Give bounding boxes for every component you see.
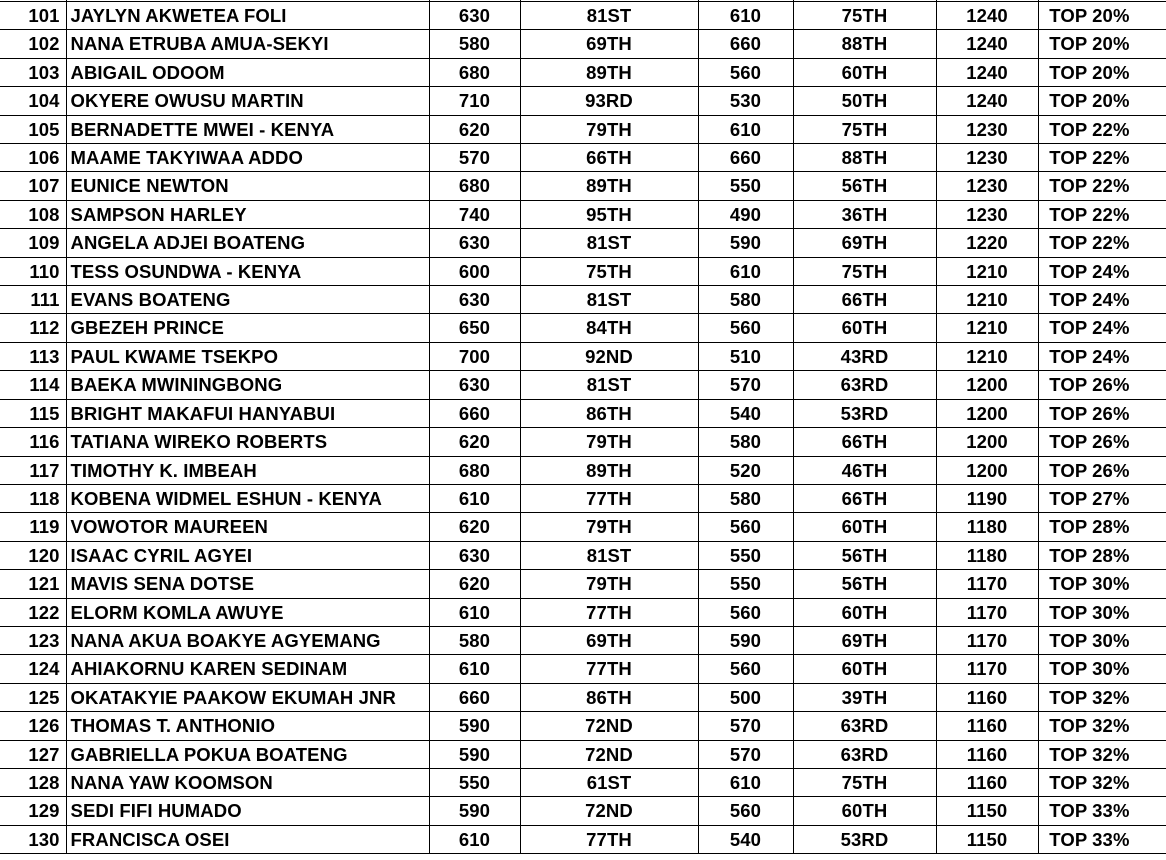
row-number: 102 — [0, 30, 66, 58]
table-row — [0, 144, 1166, 172]
top-percent: TOP 20% — [1038, 30, 1166, 58]
top-percent: TOP 24% — [1038, 314, 1166, 342]
student-name: OKYERE OWUSU MARTIN — [66, 87, 429, 115]
section2-score: 660 — [698, 30, 793, 58]
total-score: 1170 — [936, 570, 1038, 598]
section1-percentile: 93RD — [520, 87, 698, 115]
section1-score: 610 — [429, 825, 520, 853]
section1-score: 610 — [429, 484, 520, 512]
student-name: FRANCISCA OSEI — [66, 825, 429, 853]
total-score: 1180 — [936, 513, 1038, 541]
total-score: 1210 — [936, 286, 1038, 314]
student-name: BAEKA MWININGBONG — [66, 371, 429, 399]
table-row — [0, 286, 1166, 314]
row-number: 101 — [0, 2, 66, 30]
section1-score: 680 — [429, 456, 520, 484]
table-row — [0, 712, 1166, 740]
section1-percentile: 81ST — [520, 2, 698, 30]
top-percent: TOP 24% — [1038, 257, 1166, 285]
section1-score: 580 — [429, 626, 520, 654]
table-row — [0, 513, 1166, 541]
student-name: MAAME TAKYIWAA ADDO — [66, 144, 429, 172]
student-name: OKATAKYIE PAAKOW EKUMAH JNR — [66, 683, 429, 711]
section1-score: 570 — [429, 144, 520, 172]
section2-score: 580 — [698, 484, 793, 512]
section2-percentile: 66TH — [793, 286, 936, 314]
section1-percentile: 79TH — [520, 428, 698, 456]
section2-percentile: 75TH — [793, 2, 936, 30]
total-score: 1190 — [936, 484, 1038, 512]
section2-percentile: 63RD — [793, 712, 936, 740]
section1-percentile: 72ND — [520, 797, 698, 825]
section2-score: 590 — [698, 626, 793, 654]
student-name: PAUL KWAME TSEKPO — [66, 342, 429, 370]
top-percent: TOP 33% — [1038, 797, 1166, 825]
table-row — [0, 683, 1166, 711]
section1-score: 630 — [429, 371, 520, 399]
top-percent: TOP 26% — [1038, 456, 1166, 484]
total-score: 1150 — [936, 825, 1038, 853]
top-percent: TOP 30% — [1038, 570, 1166, 598]
row-number: 105 — [0, 115, 66, 143]
section2-percentile: 63RD — [793, 371, 936, 399]
table-row — [0, 2, 1166, 30]
section2-score: 610 — [698, 768, 793, 796]
top-percent: TOP 33% — [1038, 825, 1166, 853]
student-name: EUNICE NEWTON — [66, 172, 429, 200]
section2-score: 580 — [698, 428, 793, 456]
total-score: 1200 — [936, 399, 1038, 427]
top-percent: TOP 32% — [1038, 740, 1166, 768]
section1-score: 620 — [429, 115, 520, 143]
table-row — [0, 371, 1166, 399]
section2-score: 560 — [698, 58, 793, 86]
student-name: MAVIS SENA DOTSE — [66, 570, 429, 598]
section2-percentile: 56TH — [793, 541, 936, 569]
row-number: 120 — [0, 541, 66, 569]
total-score: 1200 — [936, 371, 1038, 399]
section2-score: 520 — [698, 456, 793, 484]
total-score: 1170 — [936, 655, 1038, 683]
section1-percentile: 89TH — [520, 58, 698, 86]
section1-score: 630 — [429, 229, 520, 257]
table-row — [0, 570, 1166, 598]
section1-score: 620 — [429, 428, 520, 456]
section1-percentile: 84TH — [520, 314, 698, 342]
section1-score: 550 — [429, 768, 520, 796]
section2-percentile: 63RD — [793, 740, 936, 768]
total-score: 1210 — [936, 314, 1038, 342]
section1-percentile: 89TH — [520, 172, 698, 200]
section2-percentile: 75TH — [793, 115, 936, 143]
section1-percentile: 66TH — [520, 144, 698, 172]
total-score: 1200 — [936, 456, 1038, 484]
section2-score: 560 — [698, 513, 793, 541]
student-name: BERNADETTE MWEI - KENYA — [66, 115, 429, 143]
student-name: NANA ETRUBA AMUA-SEKYI — [66, 30, 429, 58]
row-number: 106 — [0, 144, 66, 172]
section2-percentile: 60TH — [793, 797, 936, 825]
section2-percentile: 60TH — [793, 513, 936, 541]
student-name: SEDI FIFI HUMADO — [66, 797, 429, 825]
table-row — [0, 598, 1166, 626]
section1-score: 580 — [429, 30, 520, 58]
top-percent: TOP 30% — [1038, 626, 1166, 654]
section1-score: 660 — [429, 399, 520, 427]
section1-percentile: 77TH — [520, 484, 698, 512]
section2-percentile: 60TH — [793, 314, 936, 342]
section1-score: 740 — [429, 200, 520, 228]
top-percent: TOP 32% — [1038, 768, 1166, 796]
top-percent: TOP 26% — [1038, 371, 1166, 399]
section1-percentile: 89TH — [520, 456, 698, 484]
section1-percentile: 92ND — [520, 342, 698, 370]
section1-score: 700 — [429, 342, 520, 370]
row-number: 114 — [0, 371, 66, 399]
section2-percentile: 88TH — [793, 30, 936, 58]
student-name: NANA AKUA BOAKYE AGYEMANG — [66, 626, 429, 654]
total-score: 1240 — [936, 58, 1038, 86]
top-percent: TOP 22% — [1038, 200, 1166, 228]
total-score: 1180 — [936, 541, 1038, 569]
row-number: 129 — [0, 797, 66, 825]
section2-percentile: 75TH — [793, 768, 936, 796]
student-name: ISAAC CYRIL AGYEI — [66, 541, 429, 569]
student-name: ANGELA ADJEI BOATENG — [66, 229, 429, 257]
row-number: 107 — [0, 172, 66, 200]
student-name: AHIAKORNU KAREN SEDINAM — [66, 655, 429, 683]
section1-score: 590 — [429, 797, 520, 825]
section1-percentile: 81ST — [520, 541, 698, 569]
section2-score: 570 — [698, 740, 793, 768]
row-number: 110 — [0, 257, 66, 285]
table-row — [0, 30, 1166, 58]
top-percent: TOP 22% — [1038, 229, 1166, 257]
section1-percentile: 72ND — [520, 712, 698, 740]
table-row — [0, 456, 1166, 484]
student-name: NANA YAW KOOMSON — [66, 768, 429, 796]
section2-percentile: 56TH — [793, 172, 936, 200]
total-score: 1160 — [936, 712, 1038, 740]
row-number: 125 — [0, 683, 66, 711]
section1-percentile: 77TH — [520, 655, 698, 683]
table-row — [0, 484, 1166, 512]
section2-score: 510 — [698, 342, 793, 370]
section2-percentile: 60TH — [793, 58, 936, 86]
top-percent: TOP 20% — [1038, 87, 1166, 115]
table-row — [0, 428, 1166, 456]
section2-percentile: 60TH — [793, 598, 936, 626]
table-row — [0, 229, 1166, 257]
table-row — [0, 257, 1166, 285]
section1-score: 590 — [429, 712, 520, 740]
top-percent: TOP 24% — [1038, 342, 1166, 370]
student-name: THOMAS T. ANTHONIO — [66, 712, 429, 740]
section1-percentile: 79TH — [520, 115, 698, 143]
section1-score: 630 — [429, 2, 520, 30]
total-score: 1220 — [936, 229, 1038, 257]
section1-score: 610 — [429, 655, 520, 683]
student-name: KOBENA WIDMEL ESHUN - KENYA — [66, 484, 429, 512]
section2-score: 610 — [698, 257, 793, 285]
table-row — [0, 825, 1166, 853]
section2-percentile: 36TH — [793, 200, 936, 228]
row-number: 126 — [0, 712, 66, 740]
top-percent: TOP 22% — [1038, 172, 1166, 200]
section1-percentile: 77TH — [520, 598, 698, 626]
total-score: 1160 — [936, 740, 1038, 768]
section2-score: 490 — [698, 200, 793, 228]
top-percent: TOP 20% — [1038, 58, 1166, 86]
top-percent: TOP 28% — [1038, 541, 1166, 569]
section2-score: 660 — [698, 144, 793, 172]
table-row — [0, 655, 1166, 683]
total-score: 1230 — [936, 115, 1038, 143]
row-number: 127 — [0, 740, 66, 768]
student-name: TATIANA WIREKO ROBERTS — [66, 428, 429, 456]
row-number: 124 — [0, 655, 66, 683]
section2-score: 530 — [698, 87, 793, 115]
section1-score: 710 — [429, 87, 520, 115]
section1-percentile: 72ND — [520, 740, 698, 768]
section1-score: 660 — [429, 683, 520, 711]
table-row — [0, 200, 1166, 228]
section2-score: 500 — [698, 683, 793, 711]
total-score: 1230 — [936, 200, 1038, 228]
section2-percentile: 53RD — [793, 825, 936, 853]
section1-percentile: 77TH — [520, 825, 698, 853]
section1-percentile: 79TH — [520, 570, 698, 598]
section1-score: 630 — [429, 541, 520, 569]
section1-score: 680 — [429, 58, 520, 86]
total-score: 1170 — [936, 598, 1038, 626]
section2-percentile: 66TH — [793, 484, 936, 512]
table-row — [0, 172, 1166, 200]
student-name: ELORM KOMLA AWUYE — [66, 598, 429, 626]
top-percent: TOP 32% — [1038, 683, 1166, 711]
section1-percentile: 95TH — [520, 200, 698, 228]
section2-score: 610 — [698, 2, 793, 30]
student-name: EVANS BOATENG — [66, 286, 429, 314]
top-percent: TOP 26% — [1038, 428, 1166, 456]
total-score: 1210 — [936, 342, 1038, 370]
row-number: 118 — [0, 484, 66, 512]
total-score: 1240 — [936, 30, 1038, 58]
total-score: 1230 — [936, 172, 1038, 200]
section1-score: 620 — [429, 513, 520, 541]
section1-percentile: 69TH — [520, 626, 698, 654]
row-number: 128 — [0, 768, 66, 796]
section1-percentile: 81ST — [520, 229, 698, 257]
total-score: 1210 — [936, 257, 1038, 285]
row-number: 115 — [0, 399, 66, 427]
total-score: 1170 — [936, 626, 1038, 654]
table-row — [0, 399, 1166, 427]
section2-score: 560 — [698, 598, 793, 626]
top-percent: TOP 27% — [1038, 484, 1166, 512]
total-score: 1240 — [936, 2, 1038, 30]
top-percent: TOP 20% — [1038, 2, 1166, 30]
section2-score: 560 — [698, 797, 793, 825]
section1-percentile: 86TH — [520, 683, 698, 711]
table-row — [0, 626, 1166, 654]
section1-percentile: 79TH — [520, 513, 698, 541]
row-number: 108 — [0, 200, 66, 228]
table-row — [0, 342, 1166, 370]
row-number: 116 — [0, 428, 66, 456]
row-number: 109 — [0, 229, 66, 257]
row-number: 112 — [0, 314, 66, 342]
top-percent: TOP 24% — [1038, 286, 1166, 314]
row-number: 103 — [0, 58, 66, 86]
total-score: 1160 — [936, 768, 1038, 796]
top-percent: TOP 22% — [1038, 144, 1166, 172]
student-name: BRIGHT MAKAFUI HANYABUI — [66, 399, 429, 427]
section2-percentile: 39TH — [793, 683, 936, 711]
section2-score: 560 — [698, 655, 793, 683]
section2-score: 540 — [698, 399, 793, 427]
section2-percentile: 75TH — [793, 257, 936, 285]
student-name: SAMPSON HARLEY — [66, 200, 429, 228]
student-name: TIMOTHY K. IMBEAH — [66, 456, 429, 484]
section2-percentile: 88TH — [793, 144, 936, 172]
table-row — [0, 797, 1166, 825]
top-percent: TOP 22% — [1038, 115, 1166, 143]
section2-score: 580 — [698, 286, 793, 314]
section2-percentile: 66TH — [793, 428, 936, 456]
row-number: 104 — [0, 87, 66, 115]
total-score: 1150 — [936, 797, 1038, 825]
section2-score: 610 — [698, 115, 793, 143]
table-row — [0, 58, 1166, 86]
total-score: 1200 — [936, 428, 1038, 456]
section1-percentile: 75TH — [520, 257, 698, 285]
table-row — [0, 541, 1166, 569]
top-percent: TOP 30% — [1038, 598, 1166, 626]
section1-percentile: 69TH — [520, 30, 698, 58]
section2-percentile: 50TH — [793, 87, 936, 115]
section2-score: 590 — [698, 229, 793, 257]
row-number: 119 — [0, 513, 66, 541]
table-row — [0, 115, 1166, 143]
row-number: 122 — [0, 598, 66, 626]
section1-percentile: 81ST — [520, 286, 698, 314]
section1-score: 680 — [429, 172, 520, 200]
row-number: 111 — [0, 286, 66, 314]
section2-score: 540 — [698, 825, 793, 853]
student-name: TESS OSUNDWA - KENYA — [66, 257, 429, 285]
section1-score: 630 — [429, 286, 520, 314]
section1-percentile: 61ST — [520, 768, 698, 796]
top-percent: TOP 30% — [1038, 655, 1166, 683]
section2-score: 560 — [698, 314, 793, 342]
section1-score: 600 — [429, 257, 520, 285]
table-row — [0, 314, 1166, 342]
total-score: 1160 — [936, 683, 1038, 711]
section2-score: 550 — [698, 541, 793, 569]
table-row — [0, 87, 1166, 115]
section2-score: 570 — [698, 712, 793, 740]
row-number: 121 — [0, 570, 66, 598]
row-number: 130 — [0, 825, 66, 853]
top-percent: TOP 32% — [1038, 712, 1166, 740]
section2-percentile: 53RD — [793, 399, 936, 427]
section1-score: 650 — [429, 314, 520, 342]
student-name: VOWOTOR MAUREEN — [66, 513, 429, 541]
total-score: 1240 — [936, 87, 1038, 115]
row-number: 113 — [0, 342, 66, 370]
section2-score: 550 — [698, 172, 793, 200]
section2-percentile: 46TH — [793, 456, 936, 484]
section2-percentile: 69TH — [793, 626, 936, 654]
top-percent: TOP 28% — [1038, 513, 1166, 541]
total-score: 1230 — [936, 144, 1038, 172]
section1-score: 610 — [429, 598, 520, 626]
section2-percentile: 56TH — [793, 570, 936, 598]
student-name: JAYLYN AKWETEA FOLI — [66, 2, 429, 30]
student-name: GABRIELLA POKUA BOATENG — [66, 740, 429, 768]
section2-score: 550 — [698, 570, 793, 598]
section1-percentile: 81ST — [520, 371, 698, 399]
row-number: 117 — [0, 456, 66, 484]
section2-percentile: 43RD — [793, 342, 936, 370]
section2-score: 570 — [698, 371, 793, 399]
section1-score: 590 — [429, 740, 520, 768]
student-name: GBEZEH PRINCE — [66, 314, 429, 342]
section1-score: 620 — [429, 570, 520, 598]
section2-percentile: 60TH — [793, 655, 936, 683]
row-number: 123 — [0, 626, 66, 654]
section1-percentile: 86TH — [520, 399, 698, 427]
table-row — [0, 768, 1166, 796]
top-percent: TOP 26% — [1038, 399, 1166, 427]
section2-percentile: 69TH — [793, 229, 936, 257]
student-name: ABIGAIL ODOOM — [66, 58, 429, 86]
table-row — [0, 740, 1166, 768]
